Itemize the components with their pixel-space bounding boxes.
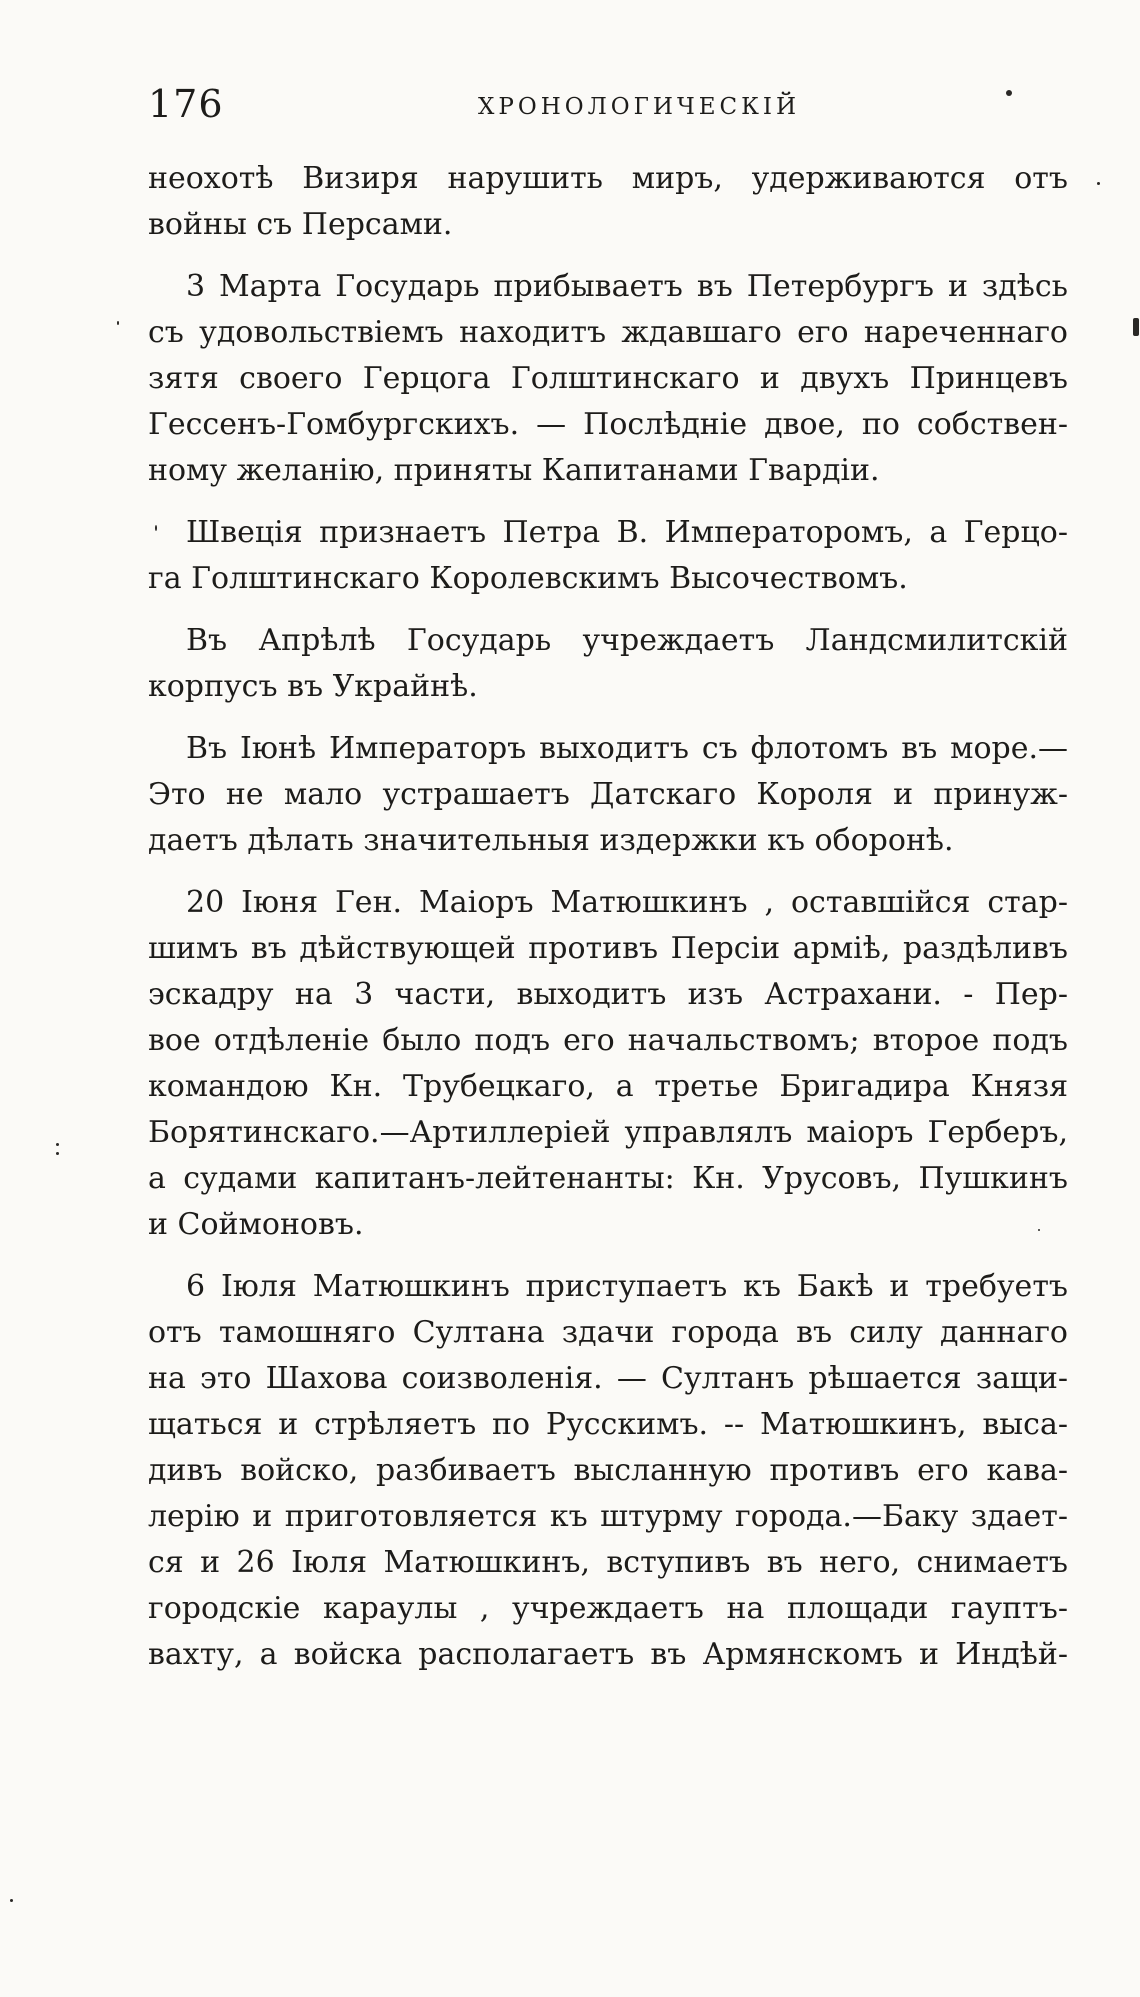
text-line: Гессенъ-Гомбургскихъ. — Послѣдніе двое, по собствен- bbox=[148, 407, 1068, 442]
text-line: отъ тамошняго Султана здачи города въ силу даннаго bbox=[148, 1315, 1068, 1350]
scan-speck bbox=[155, 525, 157, 531]
text-line: Въ Іюнѣ Императоръ выходитъ съ флотомъ въ море.— bbox=[186, 731, 1068, 766]
text-line: а судами капитанъ-лейтенанты: Кн. Урусовъ, Пушкинъ bbox=[148, 1161, 1068, 1196]
running-head bbox=[148, 82, 1068, 132]
text-line: 20 Іюня Ген. Маіоръ Матюшкинъ , оставшійся стар- bbox=[186, 885, 1068, 920]
scan-speck bbox=[56, 1143, 59, 1146]
paragraph bbox=[148, 264, 1068, 494]
text-line: лерію и приготовляется къ штурму города.—Баку здает- bbox=[148, 1499, 1068, 1534]
text-line: командою Кн. Трубецкаго, а третье Бригадира Князя bbox=[148, 1069, 1068, 1104]
text-line: 3 Марта Государь прибываетъ въ Петербургъ и здѣсь bbox=[186, 269, 1068, 304]
paragraph bbox=[148, 156, 1068, 248]
paragraph bbox=[148, 618, 1068, 710]
text-line: га Голштинскаго Королевскимъ Высочествомъ. bbox=[148, 561, 908, 596]
scan-speck bbox=[56, 1152, 59, 1155]
text-line: съ удовольствіемъ находитъ ждавшаго его нареченнаго bbox=[148, 315, 1068, 350]
scan-speck bbox=[1038, 1229, 1040, 1231]
text-line: Борятинскаго.—Артиллеріей управлялъ маіоръ Герберъ, bbox=[148, 1115, 1068, 1150]
text-line: дивъ войско, разбиваетъ высланную противъ его кава- bbox=[148, 1453, 1068, 1488]
page-number: 176 bbox=[148, 82, 224, 126]
text-line: войны съ Персами. bbox=[148, 207, 453, 242]
text-line: и Соймоновъ. bbox=[148, 1207, 364, 1242]
scan-speck bbox=[10, 1899, 13, 1902]
text-line: корпусъ въ Украйнѣ. bbox=[148, 669, 478, 704]
text-line: шимъ въ дѣйствующей противъ Персіи арміѣ, раздѣливъ bbox=[148, 931, 1068, 966]
paragraph bbox=[148, 1264, 1068, 1678]
text-line: неохотѣ Визиря нарушить миръ, удерживаются отъ bbox=[148, 161, 1068, 196]
text-line: Швеція признаетъ Петра В. Императоромъ, а Герцо- bbox=[186, 515, 1068, 550]
scan-speck bbox=[1133, 318, 1139, 336]
running-title: ХРОНОЛОГИЧЕСКІЙ bbox=[478, 94, 801, 120]
text-line: вахту, а войска располагаетъ въ Армянскомъ и Индѣй- bbox=[148, 1637, 1068, 1672]
text-line: эскадру на 3 части, выходитъ изъ Астрахани. - Пер- bbox=[148, 977, 1068, 1012]
body-text bbox=[148, 156, 1068, 1678]
paragraph bbox=[148, 880, 1068, 1248]
text-line: щаться и стрѣляетъ по Русскимъ. -- Матюшкинъ, выса- bbox=[148, 1407, 1068, 1442]
text-line: ся и 26 Іюля Матюшкинъ, вступивъ въ него, снимаетъ bbox=[148, 1545, 1068, 1580]
text-line: Это не мало устрашаетъ Датскаго Короля и принуж- bbox=[148, 777, 1068, 812]
text-line: зятя своего Герцога Голштинскаго и двухъ Принцевъ bbox=[148, 361, 1068, 396]
paragraph bbox=[148, 510, 1068, 602]
text-line: 6 Іюля Матюшкинъ приступаетъ къ Бакѣ и требуетъ bbox=[186, 1269, 1068, 1304]
scan-speck bbox=[1097, 182, 1100, 185]
text-line: ному желанію, приняты Капитанами Гвардіи. bbox=[148, 453, 880, 488]
text-line: Въ Апрѣлѣ Государь учреждаетъ Ландсмилитскій bbox=[186, 623, 1068, 658]
text-line: городскіе караулы , учреждаетъ на площади гауптъ- bbox=[148, 1591, 1068, 1626]
text-line: на это Шахова соизволенія. — Султанъ рѣшается защи- bbox=[148, 1361, 1068, 1396]
text-line: даетъ дѣлать значительныя издержки къ оборонѣ. bbox=[148, 823, 954, 858]
scan-speck bbox=[117, 321, 119, 325]
text-line: вое отдѣленіе было подъ его начальствомъ; второе подъ bbox=[148, 1023, 1068, 1058]
paragraph bbox=[148, 726, 1068, 864]
scan-speck bbox=[1006, 90, 1012, 96]
